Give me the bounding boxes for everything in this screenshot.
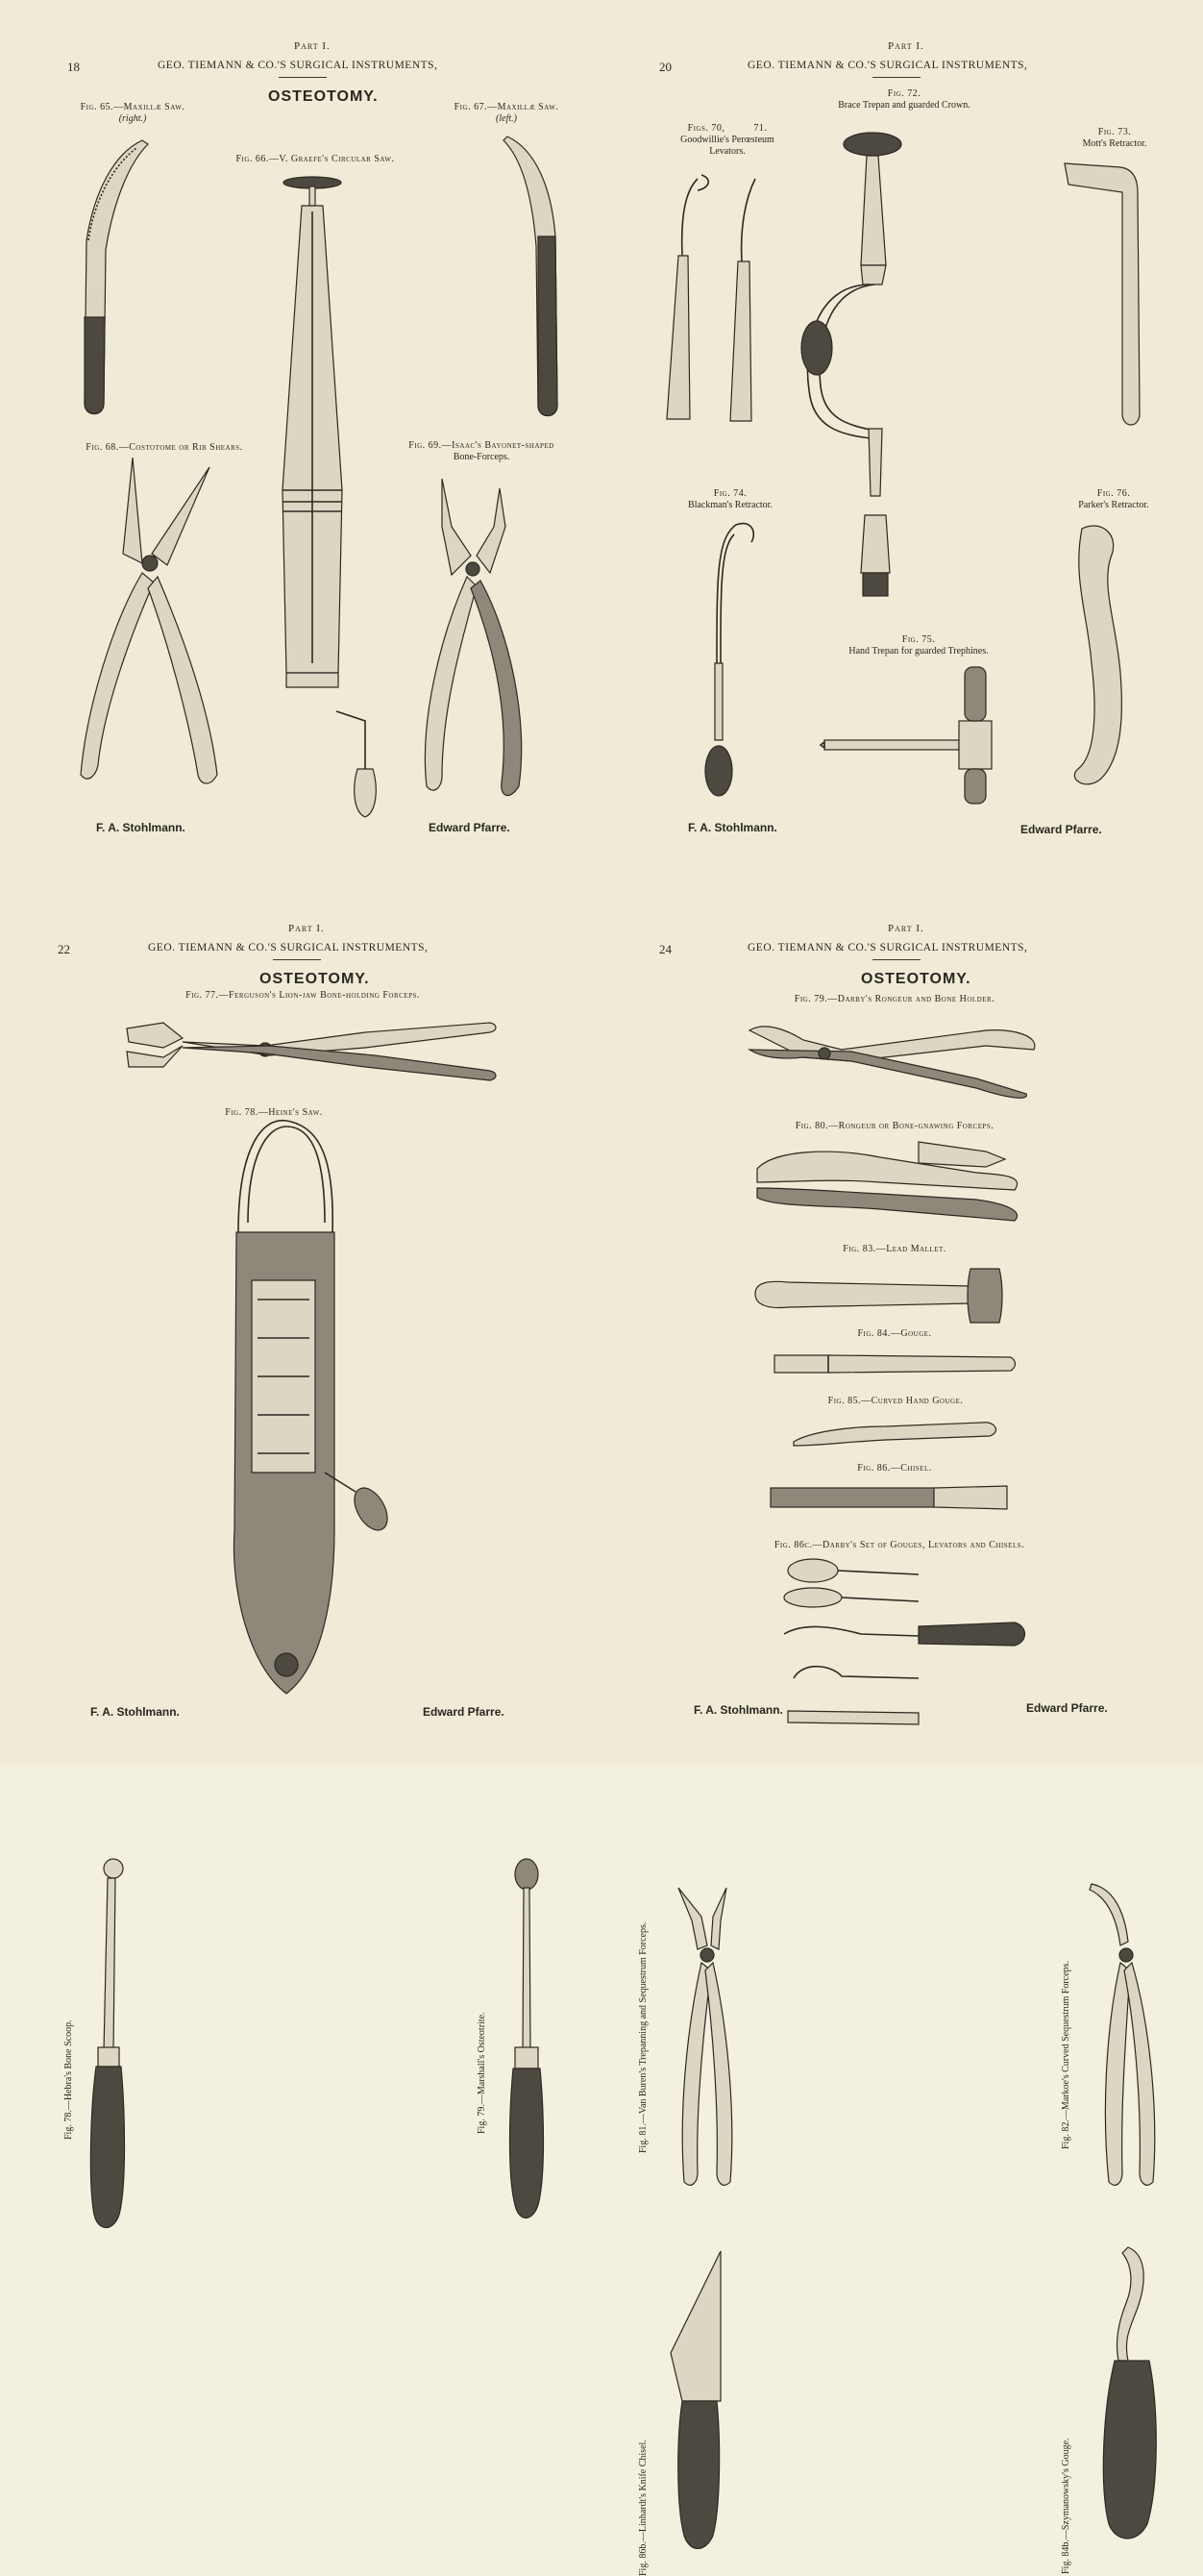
caption-fig-85: Fig. 85.—Curved Hand Gouge.: [827, 1396, 964, 1406]
caption-fig-84: Fig. 84.—Gouge.: [857, 1328, 932, 1339]
credit-right: Edward Pfarre.: [1026, 1701, 1108, 1715]
head-rule: [273, 959, 321, 960]
hand-trepan-illustration: [815, 663, 1045, 807]
page-18: [0, 0, 602, 882]
page-number: 22: [58, 942, 70, 956]
gouge-illustration: [771, 1348, 1020, 1386]
chisel-illustration: [767, 1480, 1017, 1519]
linhardt-knife-chisel-illustration: [663, 2247, 740, 2555]
blackman-retractor-illustration: [688, 519, 765, 798]
section-title: OSTEOTOMY.: [259, 971, 370, 987]
part-label: Part I.: [294, 40, 331, 52]
mott-retractor-illustration: [1059, 154, 1155, 442]
caption-fig-73: Fig. 73. Mott's Retractor.: [1082, 127, 1147, 149]
van-buren-forceps-illustration: [659, 1878, 755, 2195]
vertical-caption-fig-79-marshall: Fig. 79.—Marshall's Osteotrite.: [477, 2012, 487, 2134]
rib-shears-illustration: [75, 458, 248, 813]
curved-hand-gouge-illustration: [790, 1413, 1011, 1451]
caption-fig-65: Fig. 65.—Maxillæ Saw. (right.): [80, 102, 185, 124]
page-number: 24: [659, 942, 672, 956]
head-rule: [872, 959, 921, 960]
rongeur-forceps-illustration: [755, 1140, 1063, 1236]
heine-saw-illustration: [209, 1127, 402, 1703]
caption-fig-75: Fig. 75. Hand Trepan for guarded Trephines.: [848, 634, 989, 656]
maxillae-saw-left-illustration: [498, 131, 575, 419]
caption-fig-67: Fig. 67.—Maxillæ Saw. (left.): [454, 102, 559, 124]
marshall-osteotrite-illustration: [500, 1859, 557, 2234]
section-title: OSTEOTOMY.: [268, 88, 379, 105]
lead-mallet-illustration: [749, 1265, 1038, 1332]
lion-jaw-forceps-illustration: [125, 1013, 500, 1090]
caption-fig-72: Fig. 72. Brace Trepan and guarded Crown.: [838, 88, 970, 111]
szymanowsky-gouge-illustration: [1090, 2245, 1176, 2563]
vertical-caption-fig-82: Fig. 82.—Markoe's Curved Sequestrum Forceps.: [1061, 1961, 1071, 2149]
caption-fig-74: Fig. 74. Blackman's Retractor.: [688, 488, 773, 510]
darby-set-illustration: [774, 1555, 1043, 1738]
running-head: GEO. TIEMANN & CO.'S SURGICAL INSTRUMENTS,: [748, 942, 1028, 954]
hebra-bone-scoop-illustration: [79, 1859, 136, 2234]
credit-left: F. A. Stohlmann.: [694, 1703, 783, 1717]
caption-fig-83: Fig. 83.—Lead Mallet.: [843, 1244, 946, 1254]
caption-fig-66: Fig. 66.—V. Graefe's Circular Saw.: [235, 154, 395, 164]
credit-right: Edward Pfarre.: [429, 821, 510, 834]
credit-left: F. A. Stohlmann.: [96, 821, 185, 834]
caption-fig-86c: Fig. 86c.—Darby's Set of Gouges, Levators and Chisels.: [773, 1540, 1025, 1550]
brace-trepan-illustration: [794, 121, 947, 621]
head-rule: [872, 77, 921, 78]
part-label: Part I.: [888, 923, 924, 934]
credit-left: F. A. Stohlmann.: [90, 1705, 180, 1719]
bayonet-forceps-illustration: [413, 469, 548, 815]
maxillae-saw-right-illustration: [75, 135, 161, 423]
credit-right: Edward Pfarre.: [1020, 823, 1102, 836]
running-head: GEO. TIEMANN & CO.'S SURGICAL INSTRUMENTS,: [148, 942, 429, 954]
credit-left: F. A. Stohlmann.: [688, 821, 777, 834]
vertical-caption-fig-86b: Fig. 86b.—Linhardt's Knife Chisel.: [638, 2440, 649, 2576]
section-title: OSTEOTOMY.: [861, 971, 971, 987]
running-head: GEO. TIEMANN & CO.'S SURGICAL INSTRUMENTS,: [748, 60, 1028, 71]
caption-fig-80: Fig. 80.—Rongeur or Bone-gnawing Forceps.: [795, 1121, 994, 1131]
parker-retractor-illustration: [1063, 519, 1159, 798]
levators-illustration: [659, 169, 765, 429]
caption-figs-70-71: Figs. 70, 71. Goodwillie's Perœsteum Levators.: [680, 123, 774, 157]
vertical-caption-fig-84b: Fig. 84b.—Szymanowsky's Gouge.: [1061, 2438, 1071, 2574]
caption-fig-68: Fig. 68.—Costotome or Rib Shears.: [86, 442, 243, 453]
caption-fig-86: Fig. 86.—Chisel.: [857, 1463, 932, 1474]
darby-rongeur-illustration: [746, 1011, 1043, 1107]
caption-fig-79: Fig. 79.—Darby's Rongeur and Bone Holder.: [794, 994, 995, 1004]
caption-fig-69: Fig. 69.—Isaac's Bayonet-shaped Bone-Forceps.: [408, 440, 554, 462]
circular-saw-illustration: [259, 173, 404, 807]
caption-fig-78: Fig. 78.—Heine's Saw.: [225, 1107, 323, 1118]
part-label: Part I.: [288, 923, 325, 934]
caption-fig-77: Fig. 77.—Ferguson's Lion-jaw Bone-holding Forceps.: [185, 990, 420, 1001]
vertical-caption-fig-78-hebra: Fig. 78.—Hebra's Bone Scoop.: [63, 2019, 74, 2140]
page-24: [602, 882, 1203, 2576]
page-20: [602, 0, 1203, 882]
running-head: GEO. TIEMANN & CO.'S SURGICAL INSTRUMENTS,: [158, 60, 438, 71]
credit-right: Edward Pfarre.: [423, 1705, 504, 1719]
part-label: Part I.: [888, 40, 924, 52]
page-number: 18: [67, 60, 80, 74]
head-rule: [279, 77, 327, 78]
vertical-caption-fig-81: Fig. 81.—Van Buren's Trepanning and Sequestrum Forceps.: [638, 1921, 649, 2153]
markoe-forceps-illustration: [1082, 1878, 1178, 2195]
page-number: 20: [659, 60, 672, 74]
caption-fig-76: Fig. 76. Parker's Retractor.: [1078, 488, 1149, 510]
page-22: [0, 882, 602, 2140]
